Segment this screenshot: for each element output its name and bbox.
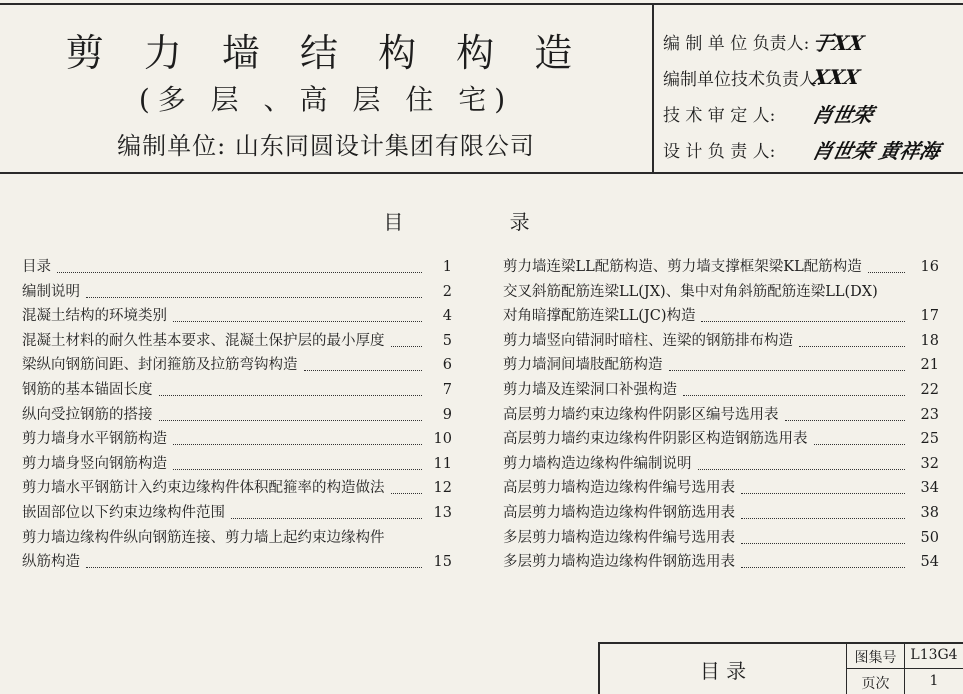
toc-entry-page: 5 bbox=[442, 332, 452, 349]
toc-entry[interactable] bbox=[22, 427, 452, 452]
toc-entry[interactable] bbox=[22, 526, 452, 551]
toc-entry-title: 高层剪力墙约束边缘构件阴影区构造钢筋选用表 bbox=[503, 431, 808, 448]
toc-entry-page: 6 bbox=[442, 357, 452, 374]
toc-entry-title: 剪力墙连梁LL配筋构造、剪力墙支撑框架梁KL配筋构造 bbox=[503, 259, 862, 275]
toc-entry-title: 混凝土材料的耐久性基本要求、混凝土保护层的最小厚度 bbox=[22, 332, 385, 349]
toc-entry-title: 剪力墙身竖向钢筋构造 bbox=[22, 455, 167, 472]
page-label: 页次 bbox=[861, 676, 890, 692]
toc-entry-page: 32 bbox=[920, 455, 939, 472]
footer-title: 目 录 bbox=[699, 659, 747, 683]
toc-leader-dots bbox=[785, 403, 906, 421]
toc-entry[interactable] bbox=[22, 304, 452, 329]
toc-entry-page: 54 bbox=[920, 554, 939, 571]
toc-entry-page: 25 bbox=[920, 431, 939, 448]
toc-entry-title: 钢筋的基本锚固长度 bbox=[22, 381, 153, 398]
toc-entry[interactable] bbox=[503, 501, 939, 526]
responsible-row bbox=[663, 62, 963, 92]
toc-entry[interactable] bbox=[503, 550, 939, 575]
toc-entry-title: 混凝土结构的环境类别 bbox=[22, 308, 167, 325]
atlas-label: 图集号 bbox=[854, 650, 897, 666]
toc-entry[interactable] bbox=[503, 378, 939, 403]
toc-entry-title: 纵筋构造 bbox=[22, 554, 80, 571]
toc-entry-page: 4 bbox=[442, 308, 452, 325]
toc-heading: 目 录 bbox=[383, 210, 580, 234]
responsible-row bbox=[663, 134, 963, 164]
toc-entry[interactable] bbox=[503, 280, 939, 305]
toc-entry[interactable] bbox=[22, 378, 452, 403]
toc-entry[interactable] bbox=[503, 476, 939, 501]
toc-leader-dots bbox=[173, 452, 422, 470]
header-bottom-border bbox=[0, 172, 963, 174]
toc-leader-dots bbox=[159, 403, 423, 421]
toc-entry[interactable] bbox=[503, 255, 939, 280]
responsible-label: 设 计 负 责 人: bbox=[663, 141, 776, 162]
toc-entry-page: 50 bbox=[920, 529, 939, 546]
toc-entry-title: 梁纵向钢筋间距、封闭箍筋及拉筋弯钩构造 bbox=[22, 357, 298, 374]
document-title: 剪 力 墙 结 构 构 造 bbox=[65, 31, 587, 75]
toc-entry-title: 剪力墙构造边缘构件编制说明 bbox=[503, 455, 692, 472]
document-subtitle: (多 层 、高 层 住 宅) bbox=[138, 83, 514, 116]
toc-leader-dots bbox=[86, 280, 422, 298]
toc-entry-title: 剪力墙竖向错洞时暗柱、连梁的钢筋排布构造 bbox=[503, 332, 793, 349]
toc-leader-dots bbox=[159, 378, 423, 396]
toc-leader-dots bbox=[391, 476, 423, 494]
toc-entry[interactable] bbox=[503, 329, 939, 354]
toc-entry[interactable] bbox=[22, 476, 452, 501]
signature: XXX bbox=[810, 65, 863, 89]
toc-entry[interactable] bbox=[503, 304, 939, 329]
toc-leader-dots bbox=[741, 550, 905, 568]
toc-entry[interactable] bbox=[22, 403, 452, 428]
responsible-label: 技 术 审 定 人: bbox=[663, 105, 776, 126]
toc-entry[interactable] bbox=[22, 550, 452, 575]
toc-leader-dots bbox=[868, 255, 905, 273]
toc-entry[interactable] bbox=[503, 526, 939, 551]
toc-entry-page: 13 bbox=[433, 504, 452, 521]
toc-entry-page: 11 bbox=[433, 455, 452, 472]
responsible-label: 编 制 单 位 负责人: bbox=[663, 33, 810, 54]
toc-entry[interactable] bbox=[22, 329, 452, 354]
signature: 肖世荣 bbox=[810, 102, 876, 127]
toc-entry-page: 10 bbox=[433, 431, 452, 448]
toc-entry-title: 多层剪力墙构造边缘构件钢筋选用表 bbox=[503, 554, 735, 571]
toc-entry-page: 2 bbox=[442, 283, 452, 300]
toc-entry-title: 剪力墙洞间墙肢配筋构造 bbox=[503, 357, 663, 374]
toc-entry-page: 16 bbox=[920, 259, 939, 275]
toc-leader-dots bbox=[698, 452, 906, 470]
toc-leader-dots bbox=[741, 476, 905, 494]
responsible-row bbox=[663, 26, 963, 56]
toc-entry-title: 高层剪力墙约束边缘构件阴影区编号选用表 bbox=[503, 406, 779, 423]
toc-entry-title: 高层剪力墙构造边缘构件钢筋选用表 bbox=[503, 504, 735, 521]
toc-entry-title: 编制说明 bbox=[22, 283, 80, 300]
responsible-row bbox=[663, 98, 963, 128]
toc-entry-page: 12 bbox=[433, 480, 452, 497]
toc-entry-page: 38 bbox=[920, 504, 939, 521]
toc-leader-dots bbox=[741, 526, 905, 544]
top-border bbox=[0, 3, 963, 5]
toc-entry-title: 对角暗撑配筋连梁LL(JC)构造 bbox=[503, 308, 696, 325]
toc-leader-dots bbox=[173, 304, 422, 322]
toc-entry-page: 7 bbox=[442, 381, 452, 398]
toc-entry-page: 23 bbox=[920, 406, 939, 423]
page-number: 1 bbox=[929, 673, 939, 689]
toc-entry[interactable] bbox=[22, 452, 452, 477]
toc-entry-page: 34 bbox=[920, 480, 939, 497]
toc-entry-title: 多层剪力墙构造边缘构件编号选用表 bbox=[503, 529, 735, 546]
toc-entry-page: 21 bbox=[920, 357, 939, 374]
toc-entry-page: 1 bbox=[442, 259, 452, 275]
toc-leader-dots bbox=[701, 304, 905, 322]
header-divider bbox=[652, 3, 654, 173]
toc-leader-dots bbox=[741, 501, 905, 519]
toc-entry-title: 剪力墙及连梁洞口补强构造 bbox=[503, 381, 677, 398]
toc-leader-dots bbox=[57, 255, 422, 273]
signature: 于XX bbox=[810, 30, 867, 55]
toc-entry-title: 交叉斜筋配筋连梁LL(JX)、集中对角斜筋配筋连梁LL(DX) bbox=[503, 283, 878, 300]
responsible-label: 编制单位技术负责人: bbox=[663, 69, 822, 90]
toc-leader-dots bbox=[814, 427, 906, 445]
toc-entry[interactable] bbox=[22, 280, 452, 305]
footer-top-border bbox=[598, 642, 963, 644]
toc-entry-title: 目录 bbox=[22, 259, 51, 275]
toc-leader-dots bbox=[683, 378, 905, 396]
toc-entry[interactable] bbox=[22, 501, 452, 526]
signature: 肖世荣 黄祥海 bbox=[810, 138, 943, 163]
toc-leader-dots bbox=[231, 501, 422, 519]
toc-entry-page: 9 bbox=[442, 406, 452, 423]
toc-entry[interactable] bbox=[503, 427, 939, 452]
toc-entry[interactable] bbox=[22, 255, 452, 280]
toc-leader-dots bbox=[86, 550, 422, 568]
toc-leader-dots bbox=[799, 329, 905, 347]
toc-entry-title: 剪力墙身水平钢筋构造 bbox=[22, 431, 167, 448]
toc-leader-dots bbox=[391, 329, 423, 347]
atlas-number: L13G4 bbox=[910, 647, 958, 663]
toc-entry-page: 17 bbox=[920, 308, 939, 325]
toc-entry[interactable] bbox=[503, 452, 939, 477]
compiling-unit: 编制单位: 山东同圆设计集团有限公司 bbox=[117, 132, 535, 160]
toc-entry-page: 15 bbox=[433, 554, 452, 571]
toc-leader-dots bbox=[173, 427, 422, 445]
toc-entry-title: 纵向受拉钢筋的搭接 bbox=[22, 406, 153, 423]
toc-entry[interactable] bbox=[503, 403, 939, 428]
toc-right-column bbox=[503, 255, 939, 575]
toc-leader-dots bbox=[304, 353, 423, 371]
toc-entry[interactable] bbox=[503, 353, 939, 378]
toc-left-column bbox=[22, 255, 452, 575]
toc-entry-page: 18 bbox=[920, 332, 939, 349]
toc-entry-page: 22 bbox=[920, 381, 939, 398]
toc-entry-title: 剪力墙边缘构件纵向钢筋连接、剪力墙上起约束边缘构件 bbox=[22, 529, 385, 546]
toc-entry[interactable] bbox=[22, 353, 452, 378]
toc-entry-title: 嵌固部位以下约束边缘构件范围 bbox=[22, 504, 225, 521]
toc-entry-title: 高层剪力墙构造边缘构件编号选用表 bbox=[503, 480, 735, 497]
toc-entry-title: 剪力墙水平钢筋计入约束边缘构件体积配箍率的构造做法 bbox=[22, 480, 385, 497]
footer-mid-line bbox=[846, 668, 963, 669]
toc-leader-dots bbox=[669, 353, 906, 371]
